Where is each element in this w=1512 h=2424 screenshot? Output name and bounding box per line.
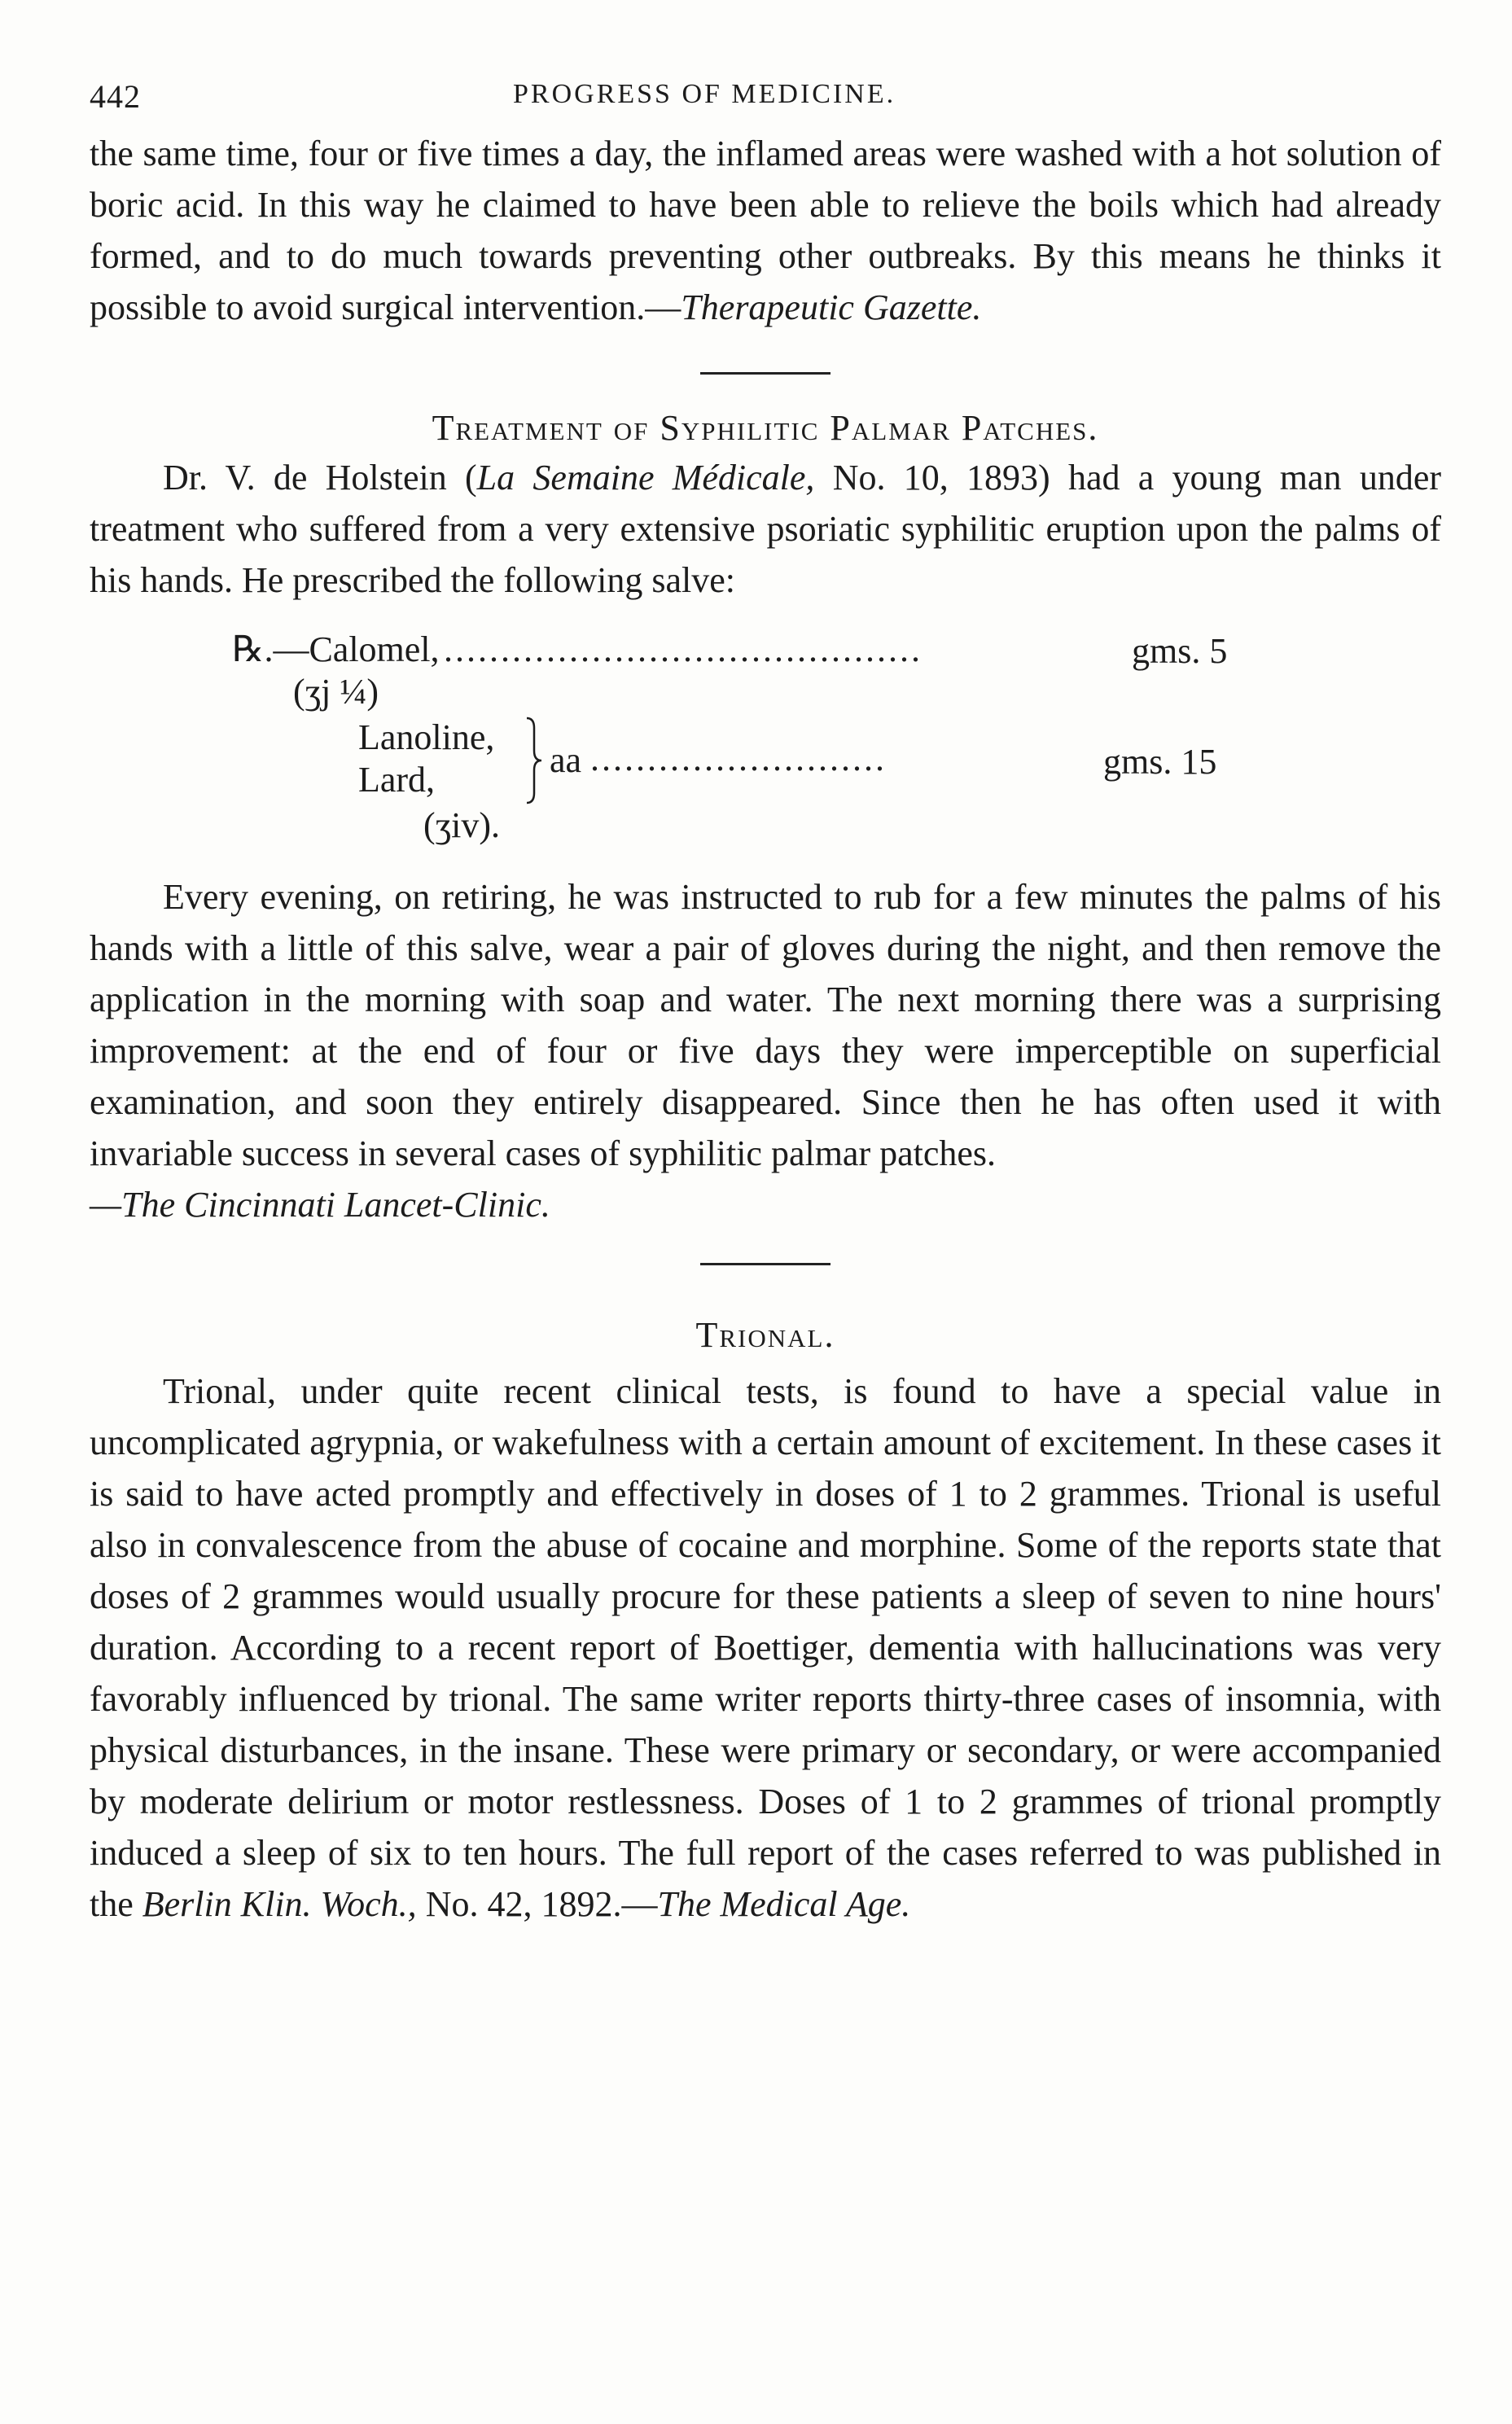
trional-text-a: Trional, under quite recent clinical tests, is found to have a special value in uncomplicated agrypnia, or wakefulness with a certain amount of excitement. In these cases it is said to have acted promptly and effectively in doses of 1 to 2 grammes. Trional is useful also in convalescence from the abuse of cocaine and morphine. Some of the reports state that doses of 2 grammes would usually procure for these patients a sleep of seven to nine hours' duration. According to a recent report of Boettiger, dementia with hallucinations was very favorably influenced by trional. The same writer reports thirty-three cases of insomnia, with physical disturbances, in the insane. These were primary or secondary, or were accompanied by moderate delirium or motor restlessness. Doses of 1 to 2 grammes of trional promptly induced a sleep of six to ten hours. The full report of the cases referred to was published in the bbox=[90, 1371, 1441, 1924]
rx-lard-label: Lard, bbox=[358, 760, 436, 800]
running-head: PROGRESS OF MEDICINE. bbox=[513, 79, 896, 109]
holstein-paragraph bbox=[90, 452, 1441, 606]
rx-lard-amount: gms. 15 bbox=[1103, 742, 1217, 782]
holstein-citation: La Semaine Médicale, bbox=[476, 458, 815, 498]
holstein-text-a: Dr. V. de Holstein ( bbox=[163, 458, 477, 498]
section-divider bbox=[700, 372, 831, 375]
rx-calomel-equivalent: (ʒj ¼) bbox=[293, 672, 379, 712]
rx-calomel-dots: .......................................... bbox=[444, 629, 923, 669]
page-header bbox=[90, 77, 1441, 128]
section-title-syphilitic-palmar-patches: Treatment of Syphilitic Palmar Patches. bbox=[432, 408, 1099, 448]
intro-text: the same time, four or five times a day, the inflamed areas were washed with a hot solution of boric acid. In this way he claimed to have been able to relieve the boils which had already formed, and to do much towards preventing other outbreaks. By this means he thinks it possible to avoid surgical intervention.— bbox=[90, 134, 1441, 327]
rx-calomel-amount: gms. 5 bbox=[1132, 631, 1228, 671]
trional-source: The Medical Age. bbox=[657, 1884, 911, 1924]
section-divider-2 bbox=[700, 1263, 831, 1265]
trional-text-b: No. 42, 1892.— bbox=[416, 1884, 658, 1924]
holstein-text-b: No. 10, 1893) had a young man under treatment who suffered from a very extensive psoriatic syphilitic eruption upon the palms of his hands. He prescribed the following salve: bbox=[90, 458, 1442, 600]
page-number: 442 bbox=[90, 78, 141, 115]
evening-treatment-source: —The Cincinnati Lancet-Clinic. bbox=[90, 1185, 550, 1225]
rx-aa-label: aa bbox=[550, 740, 582, 780]
intro-paragraph bbox=[90, 128, 1441, 333]
book-page bbox=[90, 77, 1441, 1930]
evening-treatment-text: Every evening, on retiring, he was instructed to rub for a few minutes the palms of his hands with a little of this salve, wear a pair of gloves during the night, and then remove the application in the morning with soap and water. The next morning there was a surprising improvement: at the end of four or five days they were imperceptible on superficial examination, and soon they entirely disappeared. Since then he has often used it with invariable success in several cases of syphilitic palmar patches. bbox=[90, 877, 1441, 1173]
evening-treatment-paragraph bbox=[90, 871, 1441, 1230]
trional-paragraph bbox=[90, 1365, 1441, 1930]
rx-brace bbox=[525, 715, 543, 806]
rx-calomel-label: ℞.—Calomel, bbox=[232, 629, 440, 669]
rx-lard-equivalent: (ʒiv). bbox=[423, 805, 501, 845]
trional-citation: Berlin Klin. Woch., bbox=[142, 1884, 417, 1924]
prescription-block bbox=[90, 625, 1441, 861]
rx-lanoline-label: Lanoline, bbox=[358, 717, 495, 757]
intro-source: Therapeutic Gazette. bbox=[681, 287, 982, 327]
rx-lard-dots: .......................... bbox=[590, 739, 887, 778]
section-title-trional: Trional. bbox=[695, 1315, 835, 1355]
